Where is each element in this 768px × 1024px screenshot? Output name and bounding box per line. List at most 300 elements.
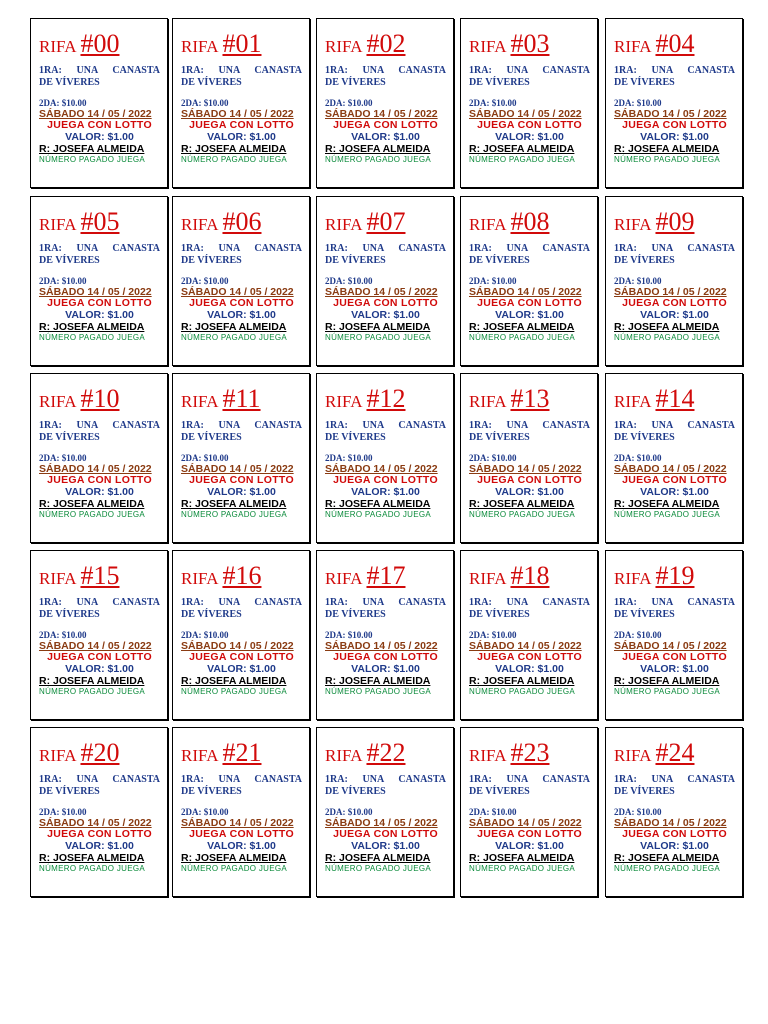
first-prize-line1: 1RA: UNA CANASTA xyxy=(325,420,446,431)
raffle-ticket xyxy=(30,18,168,188)
raffle-ticket xyxy=(460,550,598,720)
ticket-price: VALOR: $1.00 xyxy=(207,840,276,852)
draw-date: SÁBADO 14 / 05 / 2022 xyxy=(614,817,727,829)
responsible-person: R: JOSEFA ALMEIDA xyxy=(39,852,145,864)
first-prize-line1: 1RA: UNA CANASTA xyxy=(469,243,590,254)
lotto-note: JUEGA CON LOTTO xyxy=(477,297,582,309)
ticket-number: #01 xyxy=(222,29,262,58)
lotto-note: JUEGA CON LOTTO xyxy=(189,119,294,131)
ticket-price: VALOR: $1.00 xyxy=(495,486,564,498)
raffle-ticket xyxy=(605,196,743,366)
draw-date: SÁBADO 14 / 05 / 2022 xyxy=(469,640,582,652)
paid-note: NÚMERO PAGADO JUEGA xyxy=(614,510,721,519)
ticket-number: #04 xyxy=(655,29,695,58)
second-prize: 2DA: $10.00 xyxy=(39,98,87,108)
ticket-number: #23 xyxy=(510,738,550,767)
second-prize: 2DA: $10.00 xyxy=(181,98,229,108)
first-prize-line1: 1RA: UNA CANASTA xyxy=(181,65,302,76)
paid-note: NÚMERO PAGADO JUEGA xyxy=(469,864,576,873)
raffle-ticket xyxy=(172,18,310,188)
second-prize: 2DA: $10.00 xyxy=(614,98,662,108)
rifa-label: RIFA xyxy=(181,37,219,56)
ticket-title xyxy=(469,209,590,235)
raffle-ticket xyxy=(316,18,454,188)
paid-note: NÚMERO PAGADO JUEGA xyxy=(39,510,146,519)
second-prize: 2DA: $10.00 xyxy=(181,453,229,463)
second-prize: 2DA: $10.00 xyxy=(325,630,373,640)
ticket-title xyxy=(614,31,735,57)
ticket-number: #00 xyxy=(80,29,120,58)
first-prize-line1: 1RA: UNA CANASTA xyxy=(39,597,160,608)
draw-date: SÁBADO 14 / 05 / 2022 xyxy=(39,463,152,475)
lotto-note: JUEGA CON LOTTO xyxy=(189,651,294,663)
first-prize-line1: 1RA: UNA CANASTA xyxy=(325,774,446,785)
ticket-title xyxy=(469,740,590,766)
first-prize-line2: DE VÍVERES xyxy=(325,609,386,620)
draw-date: SÁBADO 14 / 05 / 2022 xyxy=(181,640,294,652)
paid-note: NÚMERO PAGADO JUEGA xyxy=(469,155,576,164)
draw-date: SÁBADO 14 / 05 / 2022 xyxy=(325,817,438,829)
rifa-label: RIFA xyxy=(614,37,652,56)
ticket-number: #02 xyxy=(366,29,406,58)
lotto-note: JUEGA CON LOTTO xyxy=(189,828,294,840)
ticket-price: VALOR: $1.00 xyxy=(65,663,134,675)
rifa-label: RIFA xyxy=(469,392,507,411)
paid-note: NÚMERO PAGADO JUEGA xyxy=(325,333,432,342)
second-prize: 2DA: $10.00 xyxy=(614,807,662,817)
rifa-label: RIFA xyxy=(181,569,219,588)
raffle-ticket xyxy=(460,373,598,543)
first-prize-line1: 1RA: UNA CANASTA xyxy=(469,597,590,608)
ticket-price: VALOR: $1.00 xyxy=(207,131,276,143)
ticket-title xyxy=(325,31,446,57)
first-prize-line1: 1RA: UNA CANASTA xyxy=(614,774,735,785)
second-prize: 2DA: $10.00 xyxy=(614,630,662,640)
first-prize-line2: DE VÍVERES xyxy=(614,786,675,797)
ticket-title xyxy=(181,563,302,589)
raffle-ticket xyxy=(460,18,598,188)
paid-note: NÚMERO PAGADO JUEGA xyxy=(181,687,288,696)
rifa-label: RIFA xyxy=(614,392,652,411)
ticket-number: #16 xyxy=(222,561,262,590)
rifa-label: RIFA xyxy=(39,569,77,588)
ticket-price: VALOR: $1.00 xyxy=(207,309,276,321)
ticket-price: VALOR: $1.00 xyxy=(640,309,709,321)
first-prize-line1: 1RA: UNA CANASTA xyxy=(181,420,302,431)
first-prize-line2: DE VÍVERES xyxy=(181,786,242,797)
second-prize: 2DA: $10.00 xyxy=(181,630,229,640)
ticket-price: VALOR: $1.00 xyxy=(640,486,709,498)
rifa-label: RIFA xyxy=(39,215,77,234)
raffle-ticket xyxy=(605,18,743,188)
ticket-price: VALOR: $1.00 xyxy=(207,486,276,498)
lotto-note: JUEGA CON LOTTO xyxy=(189,474,294,486)
draw-date: SÁBADO 14 / 05 / 2022 xyxy=(469,108,582,120)
rifa-label: RIFA xyxy=(181,215,219,234)
draw-date: SÁBADO 14 / 05 / 2022 xyxy=(325,108,438,120)
ticket-title xyxy=(325,740,446,766)
responsible-person: R: JOSEFA ALMEIDA xyxy=(181,321,287,333)
responsible-person: R: JOSEFA ALMEIDA xyxy=(614,143,720,155)
responsible-person: R: JOSEFA ALMEIDA xyxy=(469,321,575,333)
first-prize-line2: DE VÍVERES xyxy=(469,255,530,266)
raffle-ticket xyxy=(30,196,168,366)
paid-note: NÚMERO PAGADO JUEGA xyxy=(181,155,288,164)
paid-note: NÚMERO PAGADO JUEGA xyxy=(469,510,576,519)
first-prize-line2: DE VÍVERES xyxy=(469,432,530,443)
ticket-number: #18 xyxy=(510,561,550,590)
lotto-note: JUEGA CON LOTTO xyxy=(47,828,152,840)
ticket-title xyxy=(181,740,302,766)
responsible-person: R: JOSEFA ALMEIDA xyxy=(325,143,431,155)
ticket-number: #07 xyxy=(366,207,406,236)
rifa-label: RIFA xyxy=(469,569,507,588)
ticket-price: VALOR: $1.00 xyxy=(65,840,134,852)
responsible-person: R: JOSEFA ALMEIDA xyxy=(614,498,720,510)
ticket-title xyxy=(325,209,446,235)
raffle-ticket xyxy=(172,196,310,366)
first-prize-line1: 1RA: UNA CANASTA xyxy=(39,420,160,431)
ticket-title xyxy=(39,386,160,412)
lotto-note: JUEGA CON LOTTO xyxy=(333,119,438,131)
second-prize: 2DA: $10.00 xyxy=(325,98,373,108)
first-prize-line2: DE VÍVERES xyxy=(325,255,386,266)
second-prize: 2DA: $10.00 xyxy=(181,276,229,286)
lotto-note: JUEGA CON LOTTO xyxy=(333,297,438,309)
first-prize-line2: DE VÍVERES xyxy=(325,77,386,88)
paid-note: NÚMERO PAGADO JUEGA xyxy=(469,333,576,342)
responsible-person: R: JOSEFA ALMEIDA xyxy=(181,143,287,155)
raffle-ticket xyxy=(30,373,168,543)
rifa-label: RIFA xyxy=(39,746,77,765)
responsible-person: R: JOSEFA ALMEIDA xyxy=(181,498,287,510)
paid-note: NÚMERO PAGADO JUEGA xyxy=(614,155,721,164)
lotto-note: JUEGA CON LOTTO xyxy=(622,474,727,486)
second-prize: 2DA: $10.00 xyxy=(181,807,229,817)
responsible-person: R: JOSEFA ALMEIDA xyxy=(469,498,575,510)
ticket-number: #09 xyxy=(655,207,695,236)
ticket-title xyxy=(614,209,735,235)
first-prize-line2: DE VÍVERES xyxy=(325,786,386,797)
second-prize: 2DA: $10.00 xyxy=(39,453,87,463)
rifa-label: RIFA xyxy=(469,37,507,56)
first-prize-line2: DE VÍVERES xyxy=(39,432,100,443)
raffle-ticket xyxy=(460,196,598,366)
paid-note: NÚMERO PAGADO JUEGA xyxy=(325,155,432,164)
first-prize-line1: 1RA: UNA CANASTA xyxy=(39,65,160,76)
second-prize: 2DA: $10.00 xyxy=(39,630,87,640)
second-prize: 2DA: $10.00 xyxy=(469,807,517,817)
ticket-title xyxy=(469,563,590,589)
rifa-label: RIFA xyxy=(325,215,363,234)
ticket-number: #03 xyxy=(510,29,550,58)
lotto-note: JUEGA CON LOTTO xyxy=(622,651,727,663)
lotto-note: JUEGA CON LOTTO xyxy=(477,119,582,131)
raffle-ticket xyxy=(460,727,598,897)
lotto-note: JUEGA CON LOTTO xyxy=(333,651,438,663)
draw-date: SÁBADO 14 / 05 / 2022 xyxy=(614,286,727,298)
first-prize-line2: DE VÍVERES xyxy=(39,609,100,620)
first-prize-line2: DE VÍVERES xyxy=(614,77,675,88)
ticket-title xyxy=(614,740,735,766)
first-prize-line1: 1RA: UNA CANASTA xyxy=(614,597,735,608)
rifa-label: RIFA xyxy=(39,37,77,56)
paid-note: NÚMERO PAGADO JUEGA xyxy=(614,864,721,873)
first-prize-line2: DE VÍVERES xyxy=(39,77,100,88)
first-prize-line2: DE VÍVERES xyxy=(181,609,242,620)
paid-note: NÚMERO PAGADO JUEGA xyxy=(39,155,146,164)
ticket-price: VALOR: $1.00 xyxy=(495,131,564,143)
draw-date: SÁBADO 14 / 05 / 2022 xyxy=(181,108,294,120)
ticket-number: #05 xyxy=(80,207,120,236)
first-prize-line1: 1RA: UNA CANASTA xyxy=(469,420,590,431)
paid-note: NÚMERO PAGADO JUEGA xyxy=(181,510,288,519)
ticket-title xyxy=(39,31,160,57)
draw-date: SÁBADO 14 / 05 / 2022 xyxy=(181,463,294,475)
raffle-ticket xyxy=(30,727,168,897)
ticket-price: VALOR: $1.00 xyxy=(65,309,134,321)
responsible-person: R: JOSEFA ALMEIDA xyxy=(469,852,575,864)
second-prize: 2DA: $10.00 xyxy=(469,276,517,286)
responsible-person: R: JOSEFA ALMEIDA xyxy=(39,143,145,155)
paid-note: NÚMERO PAGADO JUEGA xyxy=(325,510,432,519)
first-prize-line1: 1RA: UNA CANASTA xyxy=(469,65,590,76)
first-prize-line1: 1RA: UNA CANASTA xyxy=(614,65,735,76)
rifa-label: RIFA xyxy=(181,746,219,765)
first-prize-line1: 1RA: UNA CANASTA xyxy=(614,243,735,254)
rifa-label: RIFA xyxy=(325,746,363,765)
ticket-number: #21 xyxy=(222,738,262,767)
rifa-label: RIFA xyxy=(325,569,363,588)
first-prize-line2: DE VÍVERES xyxy=(39,786,100,797)
first-prize-line1: 1RA: UNA CANASTA xyxy=(469,774,590,785)
draw-date: SÁBADO 14 / 05 / 2022 xyxy=(469,463,582,475)
ticket-number: #13 xyxy=(510,384,550,413)
lotto-note: JUEGA CON LOTTO xyxy=(47,474,152,486)
second-prize: 2DA: $10.00 xyxy=(614,276,662,286)
first-prize-line1: 1RA: UNA CANASTA xyxy=(181,597,302,608)
ticket-title xyxy=(614,563,735,589)
paid-note: NÚMERO PAGADO JUEGA xyxy=(39,687,146,696)
paid-note: NÚMERO PAGADO JUEGA xyxy=(39,333,146,342)
paid-note: NÚMERO PAGADO JUEGA xyxy=(181,333,288,342)
draw-date: SÁBADO 14 / 05 / 2022 xyxy=(39,817,152,829)
lotto-note: JUEGA CON LOTTO xyxy=(477,828,582,840)
ticket-title xyxy=(325,563,446,589)
second-prize: 2DA: $10.00 xyxy=(325,453,373,463)
responsible-person: R: JOSEFA ALMEIDA xyxy=(325,498,431,510)
responsible-person: R: JOSEFA ALMEIDA xyxy=(614,321,720,333)
first-prize-line2: DE VÍVERES xyxy=(469,786,530,797)
paid-note: NÚMERO PAGADO JUEGA xyxy=(39,864,146,873)
draw-date: SÁBADO 14 / 05 / 2022 xyxy=(614,463,727,475)
ticket-price: VALOR: $1.00 xyxy=(495,663,564,675)
ticket-price: VALOR: $1.00 xyxy=(65,131,134,143)
ticket-price: VALOR: $1.00 xyxy=(495,309,564,321)
ticket-title xyxy=(614,386,735,412)
rifa-label: RIFA xyxy=(469,215,507,234)
ticket-title xyxy=(39,209,160,235)
paid-note: NÚMERO PAGADO JUEGA xyxy=(181,864,288,873)
rifa-label: RIFA xyxy=(325,37,363,56)
ticket-title xyxy=(181,209,302,235)
responsible-person: R: JOSEFA ALMEIDA xyxy=(469,675,575,687)
raffle-ticket xyxy=(605,550,743,720)
lotto-note: JUEGA CON LOTTO xyxy=(47,119,152,131)
ticket-title xyxy=(469,31,590,57)
lotto-note: JUEGA CON LOTTO xyxy=(189,297,294,309)
responsible-person: R: JOSEFA ALMEIDA xyxy=(325,321,431,333)
rifa-label: RIFA xyxy=(181,392,219,411)
raffle-ticket xyxy=(605,373,743,543)
draw-date: SÁBADO 14 / 05 / 2022 xyxy=(39,108,152,120)
responsible-person: R: JOSEFA ALMEIDA xyxy=(614,675,720,687)
ticket-price: VALOR: $1.00 xyxy=(65,486,134,498)
first-prize-line1: 1RA: UNA CANASTA xyxy=(39,774,160,785)
lotto-note: JUEGA CON LOTTO xyxy=(333,474,438,486)
responsible-person: R: JOSEFA ALMEIDA xyxy=(39,675,145,687)
raffle-ticket xyxy=(316,727,454,897)
raffle-ticket xyxy=(172,550,310,720)
first-prize-line2: DE VÍVERES xyxy=(181,77,242,88)
paid-note: NÚMERO PAGADO JUEGA xyxy=(469,687,576,696)
ticket-title xyxy=(39,563,160,589)
ticket-number: #22 xyxy=(366,738,406,767)
second-prize: 2DA: $10.00 xyxy=(325,276,373,286)
first-prize-line2: DE VÍVERES xyxy=(469,609,530,620)
draw-date: SÁBADO 14 / 05 / 2022 xyxy=(39,286,152,298)
responsible-person: R: JOSEFA ALMEIDA xyxy=(325,852,431,864)
draw-date: SÁBADO 14 / 05 / 2022 xyxy=(39,640,152,652)
ticket-price: VALOR: $1.00 xyxy=(495,840,564,852)
rifa-label: RIFA xyxy=(614,215,652,234)
rifa-label: RIFA xyxy=(614,569,652,588)
raffle-ticket xyxy=(316,373,454,543)
lotto-note: JUEGA CON LOTTO xyxy=(622,119,727,131)
ticket-price: VALOR: $1.00 xyxy=(351,309,420,321)
responsible-person: R: JOSEFA ALMEIDA xyxy=(325,675,431,687)
first-prize-line2: DE VÍVERES xyxy=(614,432,675,443)
ticket-price: VALOR: $1.00 xyxy=(640,131,709,143)
second-prize: 2DA: $10.00 xyxy=(614,453,662,463)
lotto-note: JUEGA CON LOTTO xyxy=(47,651,152,663)
first-prize-line1: 1RA: UNA CANASTA xyxy=(181,243,302,254)
responsible-person: R: JOSEFA ALMEIDA xyxy=(181,675,287,687)
ticket-number: #06 xyxy=(222,207,262,236)
second-prize: 2DA: $10.00 xyxy=(39,807,87,817)
ticket-price: VALOR: $1.00 xyxy=(351,840,420,852)
second-prize: 2DA: $10.00 xyxy=(325,807,373,817)
ticket-number: #12 xyxy=(366,384,406,413)
paid-note: NÚMERO PAGADO JUEGA xyxy=(614,333,721,342)
lotto-note: JUEGA CON LOTTO xyxy=(47,297,152,309)
ticket-price: VALOR: $1.00 xyxy=(640,663,709,675)
raffle-ticket xyxy=(605,727,743,897)
ticket-number: #20 xyxy=(80,738,120,767)
ticket-number: #11 xyxy=(222,384,261,413)
rifa-label: RIFA xyxy=(325,392,363,411)
ticket-title xyxy=(181,31,302,57)
raffle-ticket xyxy=(316,196,454,366)
draw-date: SÁBADO 14 / 05 / 2022 xyxy=(469,286,582,298)
second-prize: 2DA: $10.00 xyxy=(469,453,517,463)
draw-date: SÁBADO 14 / 05 / 2022 xyxy=(469,817,582,829)
ticket-price: VALOR: $1.00 xyxy=(207,663,276,675)
ticket-price: VALOR: $1.00 xyxy=(640,840,709,852)
lotto-note: JUEGA CON LOTTO xyxy=(477,651,582,663)
ticket-title xyxy=(325,386,446,412)
responsible-person: R: JOSEFA ALMEIDA xyxy=(181,852,287,864)
raffle-ticket xyxy=(172,727,310,897)
raffle-ticket xyxy=(172,373,310,543)
paid-note: NÚMERO PAGADO JUEGA xyxy=(614,687,721,696)
second-prize: 2DA: $10.00 xyxy=(469,630,517,640)
first-prize-line2: DE VÍVERES xyxy=(39,255,100,266)
first-prize-line1: 1RA: UNA CANASTA xyxy=(181,774,302,785)
draw-date: SÁBADO 14 / 05 / 2022 xyxy=(325,286,438,298)
second-prize: 2DA: $10.00 xyxy=(39,276,87,286)
first-prize-line1: 1RA: UNA CANASTA xyxy=(325,243,446,254)
paid-note: NÚMERO PAGADO JUEGA xyxy=(325,864,432,873)
rifa-label: RIFA xyxy=(469,746,507,765)
ticket-title xyxy=(181,386,302,412)
raffle-ticket xyxy=(30,550,168,720)
first-prize-line2: DE VÍVERES xyxy=(469,77,530,88)
ticket-number: #19 xyxy=(655,561,695,590)
first-prize-line1: 1RA: UNA CANASTA xyxy=(325,65,446,76)
first-prize-line2: DE VÍVERES xyxy=(325,432,386,443)
second-prize: 2DA: $10.00 xyxy=(469,98,517,108)
ticket-price: VALOR: $1.00 xyxy=(351,486,420,498)
first-prize-line1: 1RA: UNA CANASTA xyxy=(614,420,735,431)
responsible-person: R: JOSEFA ALMEIDA xyxy=(469,143,575,155)
first-prize-line2: DE VÍVERES xyxy=(181,432,242,443)
ticket-title xyxy=(39,740,160,766)
draw-date: SÁBADO 14 / 05 / 2022 xyxy=(181,817,294,829)
lotto-note: JUEGA CON LOTTO xyxy=(477,474,582,486)
ticket-price: VALOR: $1.00 xyxy=(351,131,420,143)
first-prize-line2: DE VÍVERES xyxy=(614,609,675,620)
draw-date: SÁBADO 14 / 05 / 2022 xyxy=(614,108,727,120)
ticket-number: #08 xyxy=(510,207,550,236)
responsible-person: R: JOSEFA ALMEIDA xyxy=(614,852,720,864)
paid-note: NÚMERO PAGADO JUEGA xyxy=(325,687,432,696)
ticket-number: #24 xyxy=(655,738,695,767)
draw-date: SÁBADO 14 / 05 / 2022 xyxy=(614,640,727,652)
responsible-person: R: JOSEFA ALMEIDA xyxy=(39,321,145,333)
raffle-ticket xyxy=(316,550,454,720)
rifa-label: RIFA xyxy=(614,746,652,765)
first-prize-line1: 1RA: UNA CANASTA xyxy=(39,243,160,254)
ticket-number: #10 xyxy=(80,384,120,413)
ticket-number: #15 xyxy=(80,561,120,590)
lotto-note: JUEGA CON LOTTO xyxy=(333,828,438,840)
draw-date: SÁBADO 14 / 05 / 2022 xyxy=(325,640,438,652)
first-prize-line1: 1RA: UNA CANASTA xyxy=(325,597,446,608)
draw-date: SÁBADO 14 / 05 / 2022 xyxy=(325,463,438,475)
first-prize-line2: DE VÍVERES xyxy=(181,255,242,266)
draw-date: SÁBADO 14 / 05 / 2022 xyxy=(181,286,294,298)
ticket-number: #17 xyxy=(366,561,406,590)
first-prize-line2: DE VÍVERES xyxy=(614,255,675,266)
lotto-note: JUEGA CON LOTTO xyxy=(622,297,727,309)
lotto-note: JUEGA CON LOTTO xyxy=(622,828,727,840)
ticket-price: VALOR: $1.00 xyxy=(351,663,420,675)
ticket-title xyxy=(469,386,590,412)
ticket-number: #14 xyxy=(655,384,695,413)
responsible-person: R: JOSEFA ALMEIDA xyxy=(39,498,145,510)
rifa-label: RIFA xyxy=(39,392,77,411)
